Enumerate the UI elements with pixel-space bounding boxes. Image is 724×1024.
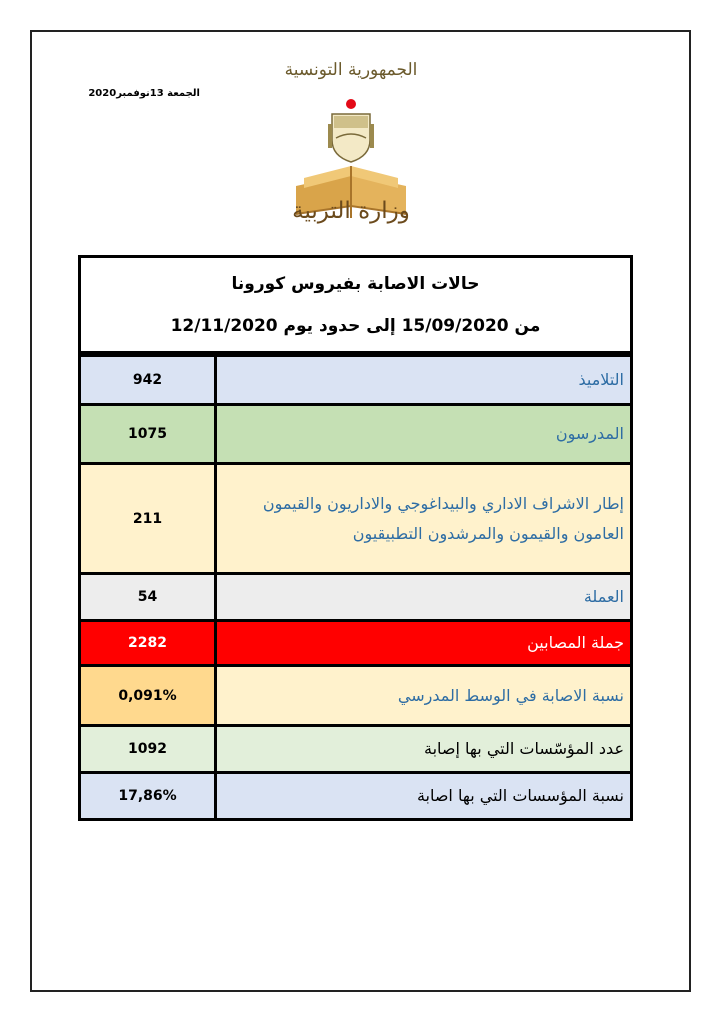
- infection-rate-label: نسبة الاصابة في الوسط المدرسي: [217, 667, 630, 724]
- staff-value: 211: [81, 465, 214, 572]
- students-label: التلاميذ: [217, 357, 630, 403]
- table-row-teachers: [81, 406, 630, 462]
- table-row-students: [81, 357, 630, 403]
- institutions-rate-label: نسبة المؤسسات التي بها اصابة: [217, 774, 630, 818]
- workers-label: العملة: [217, 575, 630, 619]
- table-header: [81, 258, 630, 354]
- staff-label: إطار الاشراف الاداري والبيداغوجي والاداريون والقيمون العامون والقيمون والمرشدون التطبيقيون: [217, 465, 630, 572]
- students-value: 942: [81, 357, 214, 403]
- table-row-infection-rate: [81, 667, 630, 724]
- table-period: من 15/09/2020 إلى حدود يوم 12/11/2020: [170, 316, 541, 336]
- table-row-staff: [81, 465, 630, 572]
- teachers-label: المدرسون: [217, 406, 630, 462]
- total-label: جملة المصابين: [217, 622, 630, 664]
- institutions-count-value: 1092: [81, 727, 214, 771]
- infection-rate-value: 0,091%: [81, 667, 214, 724]
- institutions-count-label: عدد المؤسّسات التي بها إصابة: [217, 727, 630, 771]
- republic-title: الجمهورية التونسية: [284, 60, 418, 80]
- table-row-total: [81, 622, 630, 664]
- workers-value: 54: [81, 575, 214, 619]
- table-row-institutions-count: [81, 727, 630, 771]
- ministry-title: وزارة التربية: [292, 198, 410, 224]
- institutions-rate-value: 17,86%: [81, 774, 214, 818]
- table-title: حالات الاصابة بفيروس كورونا: [231, 274, 480, 294]
- table-row-workers: [81, 575, 630, 619]
- coat-of-arms-icon: [328, 99, 374, 162]
- covid-cases-table: [78, 255, 633, 821]
- date-label: الجمعة 13نوفمبر2020: [88, 88, 200, 99]
- total-value: 2282: [81, 622, 214, 664]
- table-row-institutions-rate: [81, 774, 630, 818]
- teachers-value: 1075: [81, 406, 214, 462]
